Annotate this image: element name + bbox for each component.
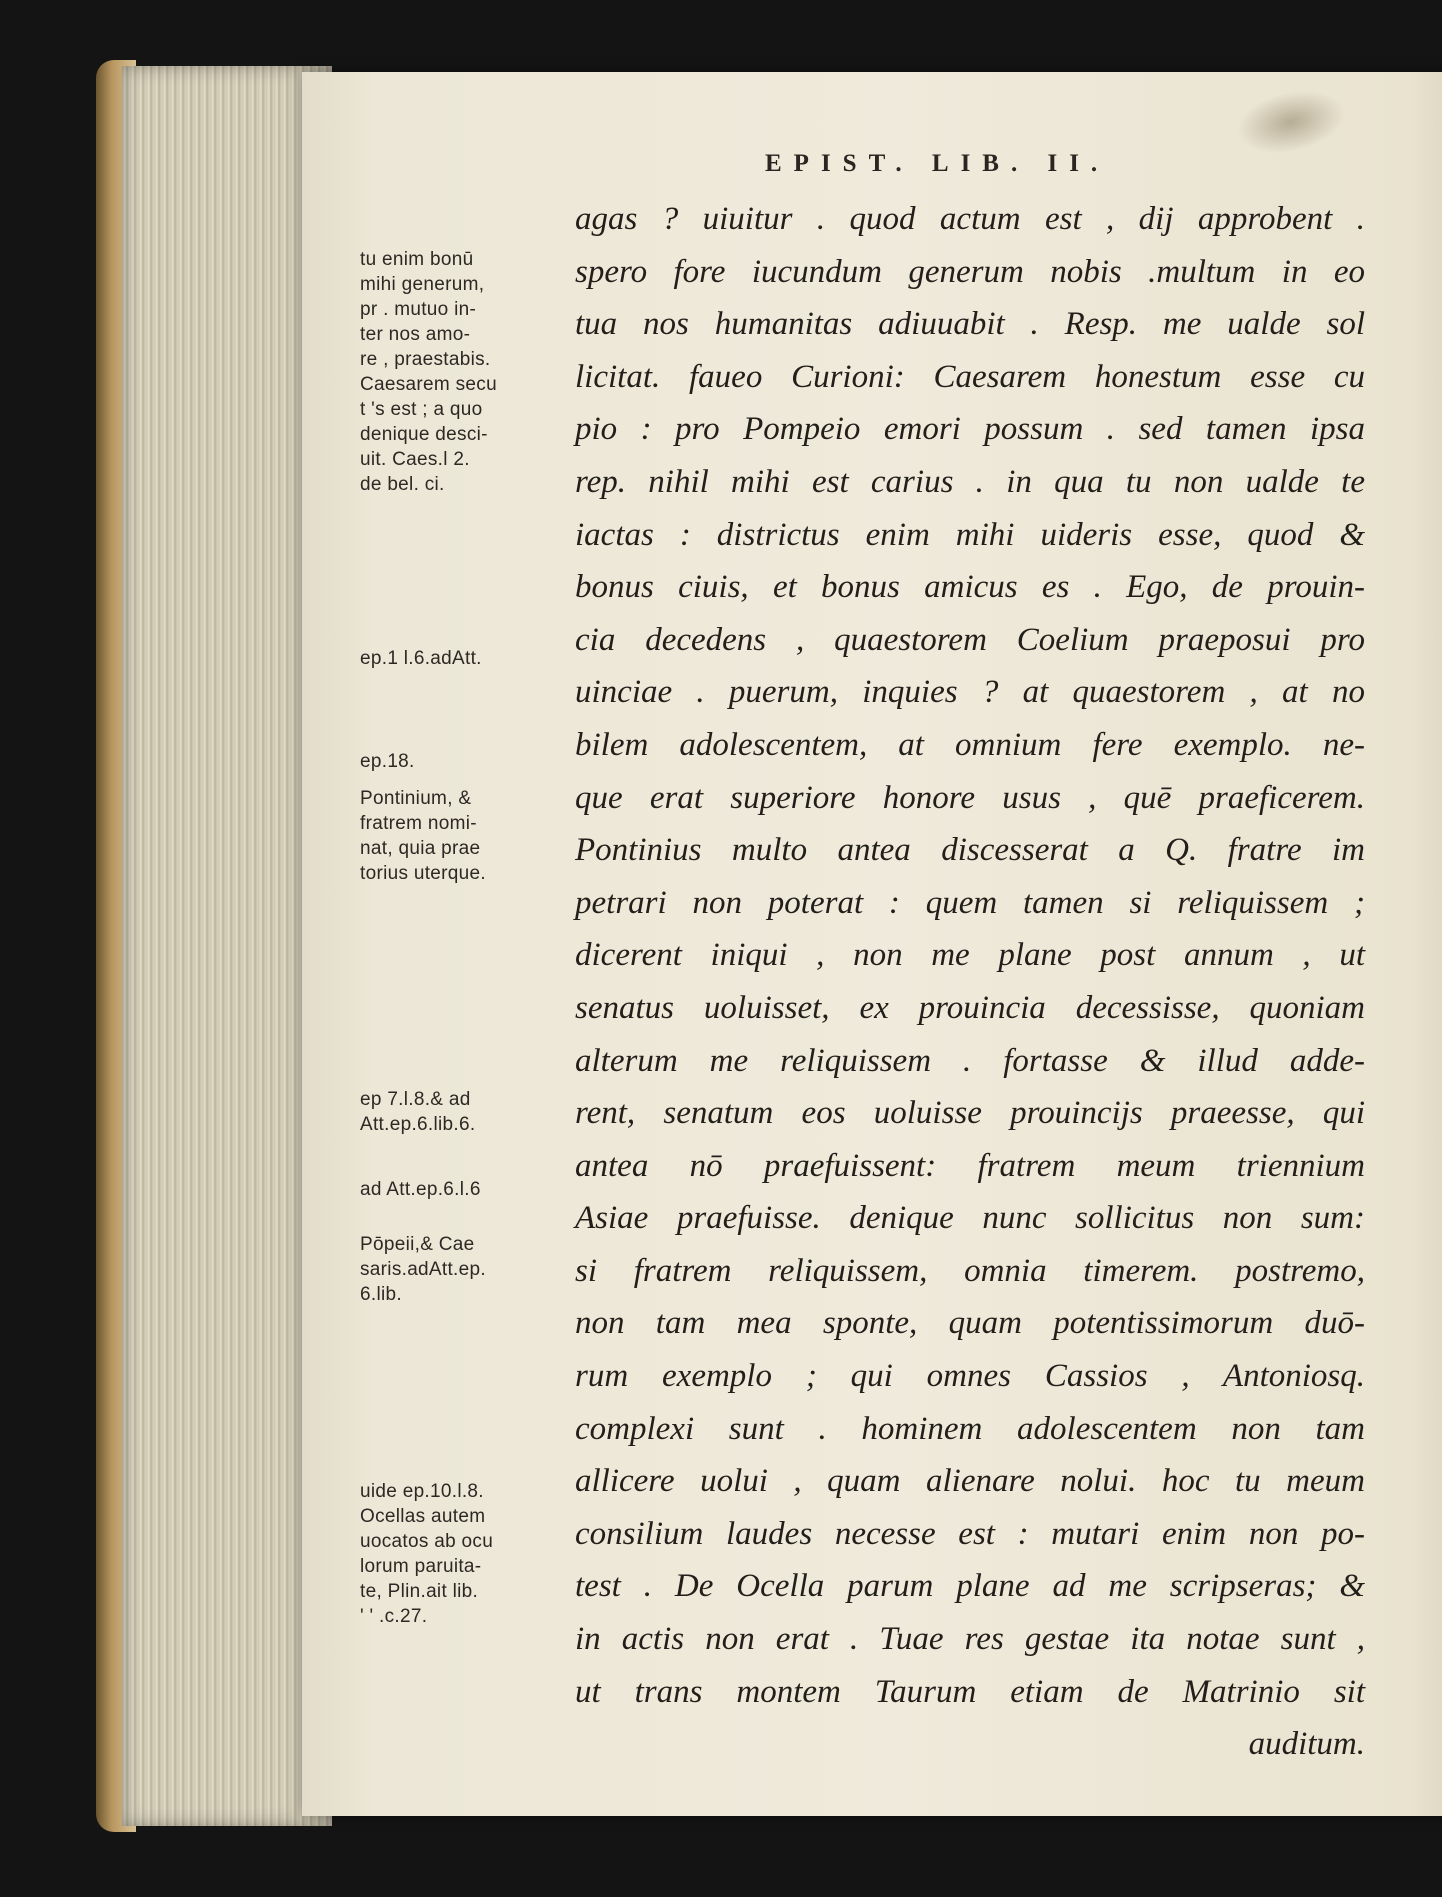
body-line: tua nos humanitas adiuuabit . Resp. me ualde sol [575, 306, 1365, 343]
body-line: bonus ciuis, et bonus amicus es . Ego, de prouin- [575, 569, 1365, 606]
body-line: spero fore iucundum generum nobis .multum in eo [575, 253, 1365, 290]
page-edges [122, 66, 332, 1826]
body-line: alterum me reliquissem . fortasse & illud adde- [575, 1042, 1365, 1079]
body-line: si fratrem reliquissem, omnia timerem. postremo, [575, 1252, 1365, 1289]
letter-body [575, 193, 1365, 1771]
body-line: non tam mea sponte, quam potentissimorum duō- [575, 1305, 1365, 1342]
body-line: uinciae . puerum, inquies ? at quaestorem , at no [575, 674, 1365, 711]
body-line: cia decedens , quaestorem Coelium praeposui pro [575, 621, 1365, 658]
body-line: Asiae praefuisse. denique nunc sollicitus non sum: [575, 1200, 1365, 1237]
body-line: test . De Ocella parum plane ad me scripseras; & [575, 1568, 1365, 1605]
body-line: antea nō praefuissent: fratrem meum triennium [575, 1147, 1365, 1184]
body-line: agas ? uiuitur . quod actum est , dij approbent . [575, 201, 1365, 237]
marginal-note: ep.1 l.6.adAtt. [360, 648, 482, 669]
marginal-note: Pōpeii,& Cae saris.adAtt.ep. 6.lib. [360, 1234, 486, 1305]
body-line: rent, senatum eos uoluisse prouincijs praeesse, qui [575, 1095, 1365, 1132]
body-line: Pontinius multo antea discesserat a Q. fratre im [575, 832, 1365, 869]
body-line: rep. nihil mihi est carius . in qua tu non ualde te [575, 463, 1365, 500]
marginal-note: Pontinium, & fratrem nomi- nat, quia prae torius uterque. [360, 788, 486, 884]
body-line: iactas : districtus enim mihi uideris esse, quod & [575, 516, 1365, 553]
marginal-note: ep 7.l.8.& ad Att.ep.6.lib.6. [360, 1089, 476, 1135]
marginal-note: ep.18. [360, 751, 415, 772]
body-line: pio : pro Pompeio emori possum . sed tamen ipsa [575, 411, 1365, 448]
body-line-closing: auditum. [1248, 1726, 1365, 1763]
body-line: allicere uolui , quam alienare nolui. hoc tu meum [575, 1463, 1365, 1500]
body-line: dicerent iniqui , non me plane post annum , ut [575, 937, 1365, 974]
running-head: EPIST. LIB. II. [765, 150, 1110, 177]
marginal-note: uide ep.10.l.8. Ocellas autem uocatos ab ocu lorum paruita- te, Plin.ait lib. ' ' .c.27. [360, 1481, 494, 1627]
body-line: rum exemplo ; qui omnes Cassios , Antoniosq. [575, 1358, 1365, 1395]
marginal-note: ad Att.ep.6.l.6 [360, 1179, 481, 1200]
marginal-note: tu enim bonū mihi generum, pr . mutuo in- ter nos amo- re , praestabis. Caesarem secu t 's est ; a quo denique desci- uit. Caes.l 2. de bel. ci. [360, 249, 497, 495]
body-line: que erat superiore honore usus , quē praeficerem. [575, 779, 1365, 816]
body-line: petrari non poterat : quem tamen si reliquissem ; [575, 884, 1365, 921]
body-line: bilem adolescentem, at omnium fere exemplo. ne- [575, 726, 1365, 763]
body-line: licitat. faueo Curioni: Caesarem honestum esse cu [575, 358, 1365, 395]
body-line: in actis non erat . Tuae res gestae ita notae sunt , [575, 1621, 1365, 1658]
body-line: senatus uoluisset, ex prouincia decessisse, quoniam [575, 989, 1365, 1026]
body-line: consilium laudes necesse est : mutari enim non po- [575, 1515, 1365, 1552]
body-line: ut trans montem Taurum etiam de Matrinio sit [575, 1673, 1365, 1710]
body-line: complexi sunt . hominem adolescentem non tam [575, 1410, 1365, 1447]
